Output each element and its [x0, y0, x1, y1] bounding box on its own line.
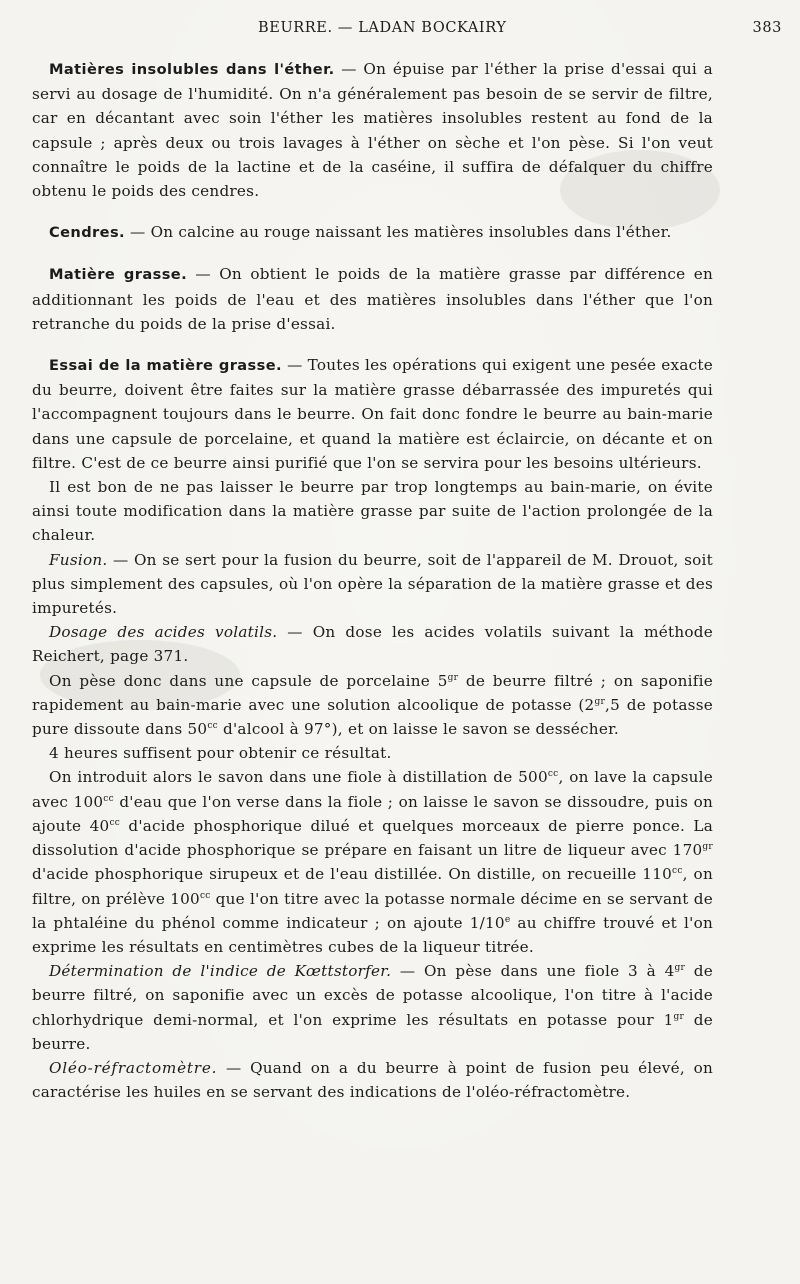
paragraph-text: — On calcine au rouge naissant les matières insolubles dans l'éther. [124, 223, 672, 242]
unit-superscript: e [504, 914, 511, 925]
paragraph-heures [32, 741, 713, 765]
paragraph-fusion [32, 548, 713, 621]
text-run: au chiffre trouvé et l'on exprime les résultats en centimètres cubes de la liqueur titrée. [32, 913, 713, 956]
paragraph-matieres-insolubles [32, 57, 713, 203]
paragraph-matiere-grasse [32, 262, 713, 336]
text-run: de beurre filtré, on saponifie avec un excès de potasse alcoolique, l'on titre à l'acide chlorhydrique demi-normal, et l'on exprime les résultats en potasse pour 1 [32, 962, 713, 1029]
unit-superscript: gr [673, 1011, 685, 1022]
paragraph-text: — Toutes les opérations qui exigent une pesée exacte du beurre, doivent être faites sur la matière grasse débarrassée des impuretés qui l'accompagnent toujours dans le beurre. On fait donc fondre le beurre au bain-marie dans une capsule de porcelaine, et quand la matière est éclaircie, on décante et on filtre. C'est de ce beurre ainsi purifié que l'on se servira pour les besoins ultérieurs. [32, 356, 713, 472]
subsection-label: Dosage des acides volatils. [49, 623, 278, 642]
paragraph-dosage [32, 620, 713, 668]
text-run: , on filtre, on prélève 100 [32, 865, 713, 908]
unit-superscript: cc [547, 769, 559, 780]
section-heading: Matières insolubles dans l'éther. [49, 61, 335, 78]
paragraph-text: 4 heures suffisent pour obtenir ce résultat. [49, 744, 392, 763]
unit-superscript: gr [594, 696, 606, 707]
text-run: d'alcool à 97°), et on laisse le savon se dessécher. [217, 720, 619, 739]
paragraph-distillation [32, 765, 713, 959]
unit-superscript: cc [199, 890, 211, 901]
page-number: 383 [752, 20, 782, 36]
text-run: — On pèse dans une fiole 3 à 4 [391, 962, 675, 981]
paragraph-text: — On obtient le poids de la matière grasse par différence en additionnant les poids de l'eau et des matières insolubles dans l'éther que l'on retranche du poids de la prise d'essai. [32, 265, 713, 333]
subsection-label: Détermination de l'indice de Kœttstorfer. [49, 962, 392, 981]
subsection-label: Fusion. [49, 550, 108, 569]
paragraph-determination [32, 959, 713, 1056]
unit-superscript: gr [674, 963, 686, 974]
unit-superscript: cc [103, 793, 114, 804]
running-header [0, 20, 800, 42]
subsection-label: Oléo-réfractomètre. [49, 1058, 218, 1077]
paragraph-text: — On dose les acides volatils suivant la méthode Reichert, page 371. [32, 623, 713, 666]
text-run: d'eau que l'on verse dans la fiole ; on laisse le savon se dissoudre, puis on ajoute 40 [32, 792, 713, 835]
unit-superscript: gr [447, 672, 459, 683]
unit-superscript: cc [207, 721, 218, 732]
unit-superscript: gr [702, 842, 713, 853]
section-heading: Matière grasse. [49, 266, 188, 284]
text-run: que l'on titre avec la potasse normale décime en se servant de la phtaléine du phénol comme indicateur ; on ajoute 1/10 [32, 889, 714, 932]
paragraph-text: — On épuise par l'éther la prise d'essai qui a servi au dosage de l'humidité. On n'a généralement pas besoin de se servir de filtre, car en décantant avec soin l'éther les matières insolubles restent au fond de la capsule ; après deux ou trois lavages à l'éther on sèche et l'on pèse. Si l'on veut connaître le poids de la lactine et de la caséine, il suffira de défalquer du chiffre obtenu le poids des cendres. [32, 60, 713, 201]
paragraph-cendres [32, 220, 713, 245]
text-run: d'acide phosphorique sirupeux et de l'eau distillée. On distille, on recueille 110 [32, 865, 673, 884]
text-run: , on lave la capsule avec 100 [32, 768, 713, 811]
section-heading: Cendres. [49, 224, 125, 242]
section-heading: Essai de la matière grasse. [49, 357, 282, 375]
text-run: On pèse donc dans une capsule de porcelaine 5 [49, 671, 448, 690]
paragraph-oleo-refractometre [32, 1056, 713, 1104]
text-run: On introduit alors le savon dans une fiole à distillation de 500 [49, 768, 548, 787]
paragraph-text: — Quand on a du beurre à point de fusion peu élevé, on caractérise les huiles en se servant des indications de l'oléo-réfractomètre. [32, 1058, 713, 1102]
paragraph-essai [32, 353, 713, 475]
paragraph-pesee [32, 669, 713, 742]
unit-superscript: cc [109, 817, 121, 828]
paragraph-text: — On se sert pour la fusion du beurre, soit de l'appareil de M. Drouot, soit plus simplement des capsules, où l'on opère la séparation de la matière grasse et des impuretés. [32, 550, 713, 618]
text-run: de beurre. [32, 1010, 713, 1053]
running-title: BEURRE. — LADAN BOCKAIRY [258, 20, 507, 36]
text-run: ,5 de potasse pure dissoute dans 50 [32, 695, 713, 739]
paragraph-bain-marie [32, 475, 713, 548]
paragraph-text: Il est bon de ne pas laisser le beurre par trop longtemps au bain-marie, on évite ainsi toute modification dans la matière grasse par suite de l'action prolongée de la chaleur. [32, 478, 713, 545]
text-run: de beurre filtré ; on saponifie rapidement au bain-marie avec une solution alcoolique de potasse (2 [32, 671, 713, 714]
text-run: d'acide phosphorique dilué et quelques morceaux de pierre ponce. La dissolution d'acide phosphorique se prépare en faisant un litre de liqueur avec 170 [32, 816, 713, 860]
page-body [32, 57, 713, 1104]
unit-superscript: cc [672, 866, 683, 877]
